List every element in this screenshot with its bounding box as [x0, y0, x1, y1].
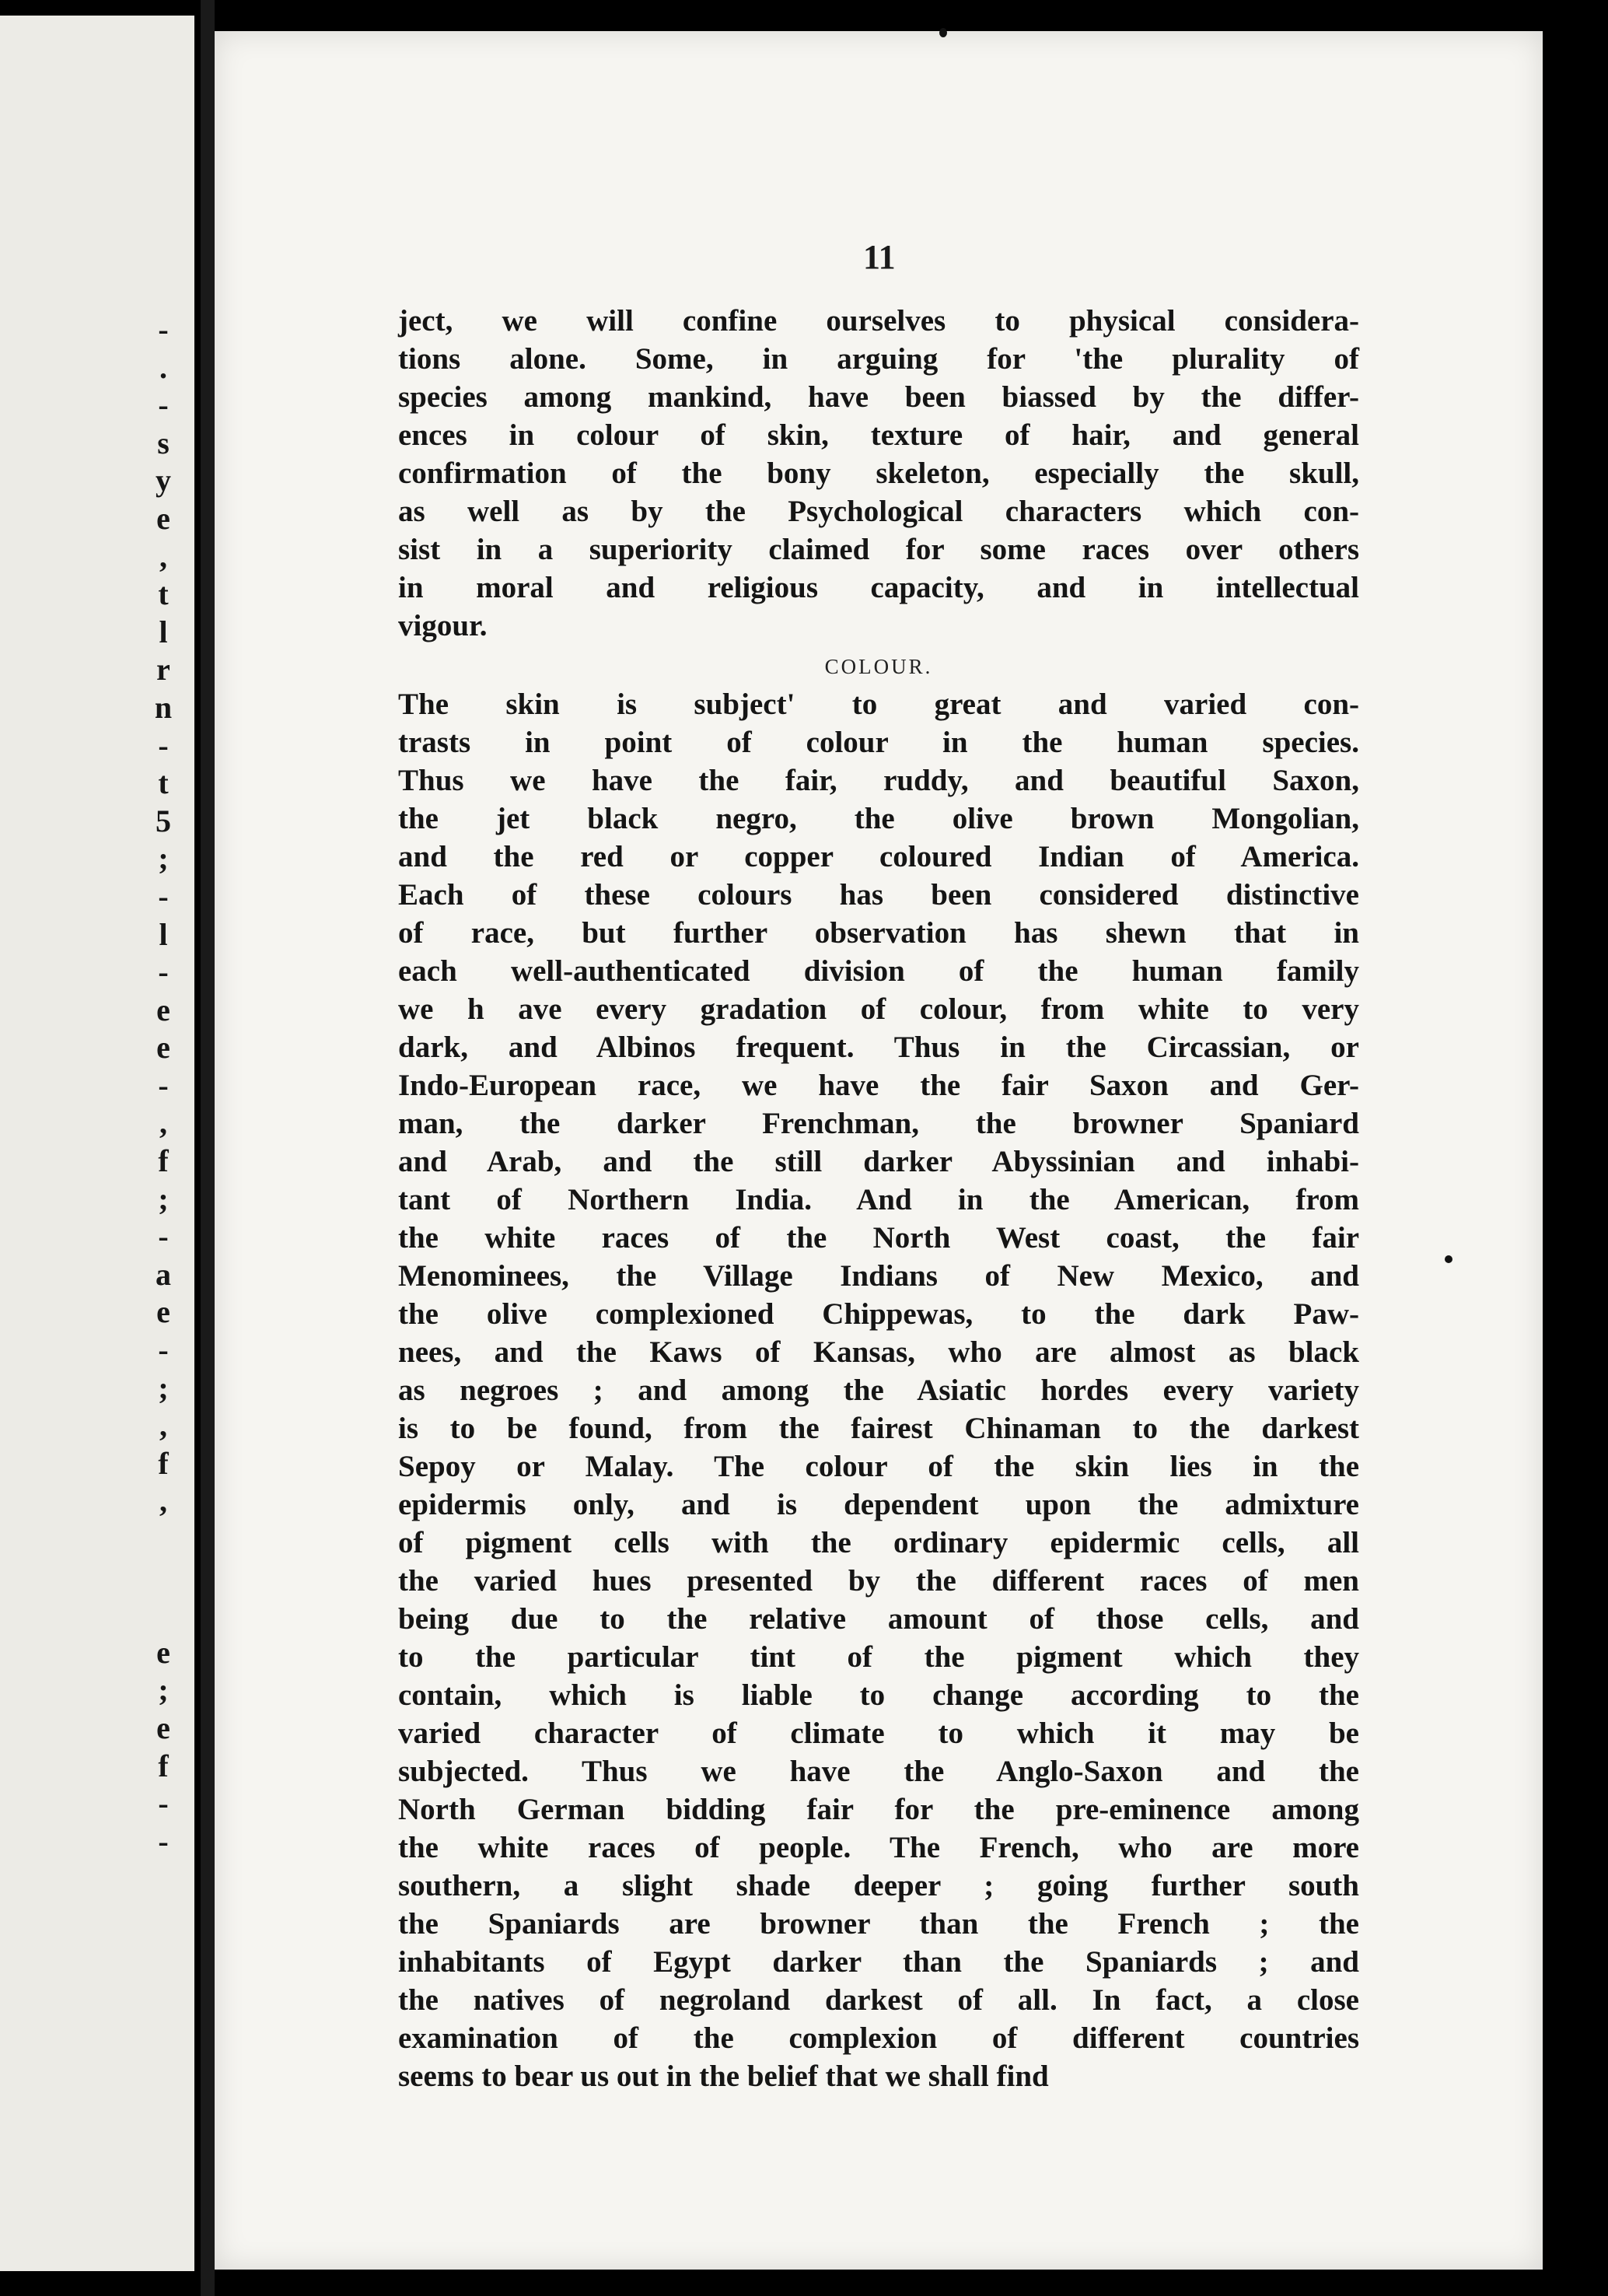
text-line: subjected. Thus we have the Anglo-Saxon and the	[398, 1755, 1359, 1788]
margin-char	[144, 1559, 183, 1597]
text-line: epidermis only, and is dependent upon the admixture	[398, 1488, 1359, 1521]
text-line: man, the darker Frenchman, the browner Spaniard	[398, 1107, 1359, 1140]
text-line: The skin is subject' to great and varied con-	[398, 688, 1359, 721]
margin-char: ,	[159, 1105, 167, 1141]
text-line: species among mankind, have been biassed by the differ-	[398, 380, 1359, 414]
text-line: Thus we have the fair, ruddy, and beautiful Saxon,	[398, 764, 1359, 797]
text-line: and Arab, and the still darker Abyssinian and inhabi-	[398, 1145, 1359, 1178]
text-line: of pigment cells with the ordinary epidermic cells, all	[398, 1526, 1359, 1559]
left-page-margin-characters	[144, 311, 183, 1860]
margin-char: ,	[159, 1483, 167, 1519]
margin-char: ;	[158, 1181, 169, 1216]
margin-char: ;	[158, 1672, 169, 1708]
margin-char: a	[156, 1256, 171, 1292]
body-text	[398, 302, 1359, 2095]
margin-char: -	[158, 878, 169, 914]
margin-char: e	[156, 1634, 170, 1670]
text-line: inhabitants of Egypt darker than the Spaniards ; and	[398, 1945, 1359, 1979]
text-line: we h ave every gradation of colour, from white to very	[398, 992, 1359, 1026]
margin-char: e	[156, 992, 170, 1027]
margin-char: .	[159, 349, 167, 385]
margin-char: -	[158, 1823, 169, 1859]
margin-char: -	[158, 954, 169, 990]
text-line: Each of these colours has been considered distinctive	[398, 878, 1359, 912]
text-line: Menominees, the Village Indians of New Mexico, and	[398, 1259, 1359, 1293]
text-line: each well-authenticated division of the human family	[398, 954, 1359, 988]
text-line: the white races of the North West coast, the fair	[398, 1221, 1359, 1255]
page-gutter	[201, 0, 215, 2296]
text-line: varied character of climate to which it may be	[398, 1717, 1359, 1750]
text-line: being due to the relative amount of those cells, and	[398, 1602, 1359, 1636]
text-line: Indo-European race, we have the fair Saxon and Ger-	[398, 1069, 1359, 1102]
margin-char: -	[158, 1786, 169, 1822]
text-line: the Spaniards are browner than the French ; the	[398, 1907, 1359, 1941]
page-number: 11	[863, 238, 896, 276]
text-line: the varied hues presented by the different races of men	[398, 1564, 1359, 1598]
scan-speck	[1445, 1255, 1452, 1263]
section-heading: COLOUR.	[824, 655, 933, 678]
text-line: the olive complexioned Chippewas, to the dark Paw-	[398, 1297, 1359, 1331]
text-line: ject, we will confine ourselves to physical considera-	[398, 304, 1359, 338]
margin-char: t	[158, 765, 169, 801]
text-line: the jet black negro, the olive brown Mongolian,	[398, 802, 1359, 835]
text-line: tions alone. Some, in arguing for 'the plurality of	[398, 342, 1359, 376]
text-line: southern, a slight shade deeper ; going further south	[398, 1869, 1359, 1902]
paragraph-colour	[398, 685, 1359, 2095]
margin-char: f	[158, 1445, 169, 1481]
text-line: North German bidding fair for the pre-eminence among	[398, 1793, 1359, 1826]
text-line: as negroes ; and among the Asiatic hordes every variety	[398, 1374, 1359, 1407]
text-line: confirmation of the bony skeleton, especially the skull,	[398, 457, 1359, 490]
margin-char: l	[159, 916, 168, 952]
text-line: sist in a superiority claimed for some races over others	[398, 533, 1359, 566]
margin-char: e	[156, 1294, 170, 1330]
margin-char: r	[156, 652, 170, 688]
text-line: to the particular tint of the pigment which they	[398, 1640, 1359, 1674]
margin-char: -	[158, 1219, 169, 1255]
text-line: seems to bear us out in the belief that we shall find	[398, 2060, 1049, 2093]
margin-char: ;	[158, 1370, 169, 1405]
text-line: as well as by the Psychological characters which con-	[398, 495, 1359, 528]
text-line: nees, and the Kaws of Kansas, who are almost as black	[398, 1335, 1359, 1369]
text-line: contain, which is liable to change according to the	[398, 1678, 1359, 1712]
text-line: the natives of negroland darkest of all. In fact, a close	[398, 1983, 1359, 2017]
margin-char: -	[158, 1332, 169, 1368]
text-line: examination of the complexion of different countries	[398, 2021, 1359, 2055]
margin-char	[144, 1596, 183, 1634]
text-line: and the red or copper coloured Indian of America.	[398, 840, 1359, 873]
margin-char: t	[158, 576, 169, 612]
margin-char: y	[156, 463, 171, 499]
text-line: of race, but further observation has shewn that in	[398, 916, 1359, 950]
margin-char: f	[158, 1748, 169, 1783]
margin-char: s	[157, 425, 170, 460]
left-facing-page	[0, 16, 194, 2271]
margin-char: 5	[156, 803, 171, 838]
margin-char: e	[156, 1030, 170, 1066]
text-line: tant of Northern India. And in the American, from	[398, 1183, 1359, 1216]
margin-char	[144, 1521, 183, 1559]
margin-char: n	[154, 689, 173, 725]
text-line: in moral and religious capacity, and in intellectual	[398, 571, 1359, 604]
text-line: vigour.	[398, 609, 488, 642]
paragraph-intro	[398, 302, 1359, 645]
text-line: trasts in point of colour in the human species.	[398, 726, 1359, 759]
margin-char: -	[158, 727, 169, 763]
margin-char: ,	[159, 538, 167, 574]
text-line: is to be found, from the fairest Chinaman to the darkest	[398, 1412, 1359, 1445]
margin-char: -	[158, 387, 169, 423]
text-line: ences in colour of skin, texture of hair, and general	[398, 418, 1359, 452]
margin-char: f	[158, 1143, 169, 1179]
margin-char: e	[156, 1710, 170, 1745]
text-line: the white races of people. The French, who are more	[398, 1831, 1359, 1864]
margin-char: ;	[158, 841, 169, 877]
margin-char: e	[156, 500, 170, 536]
margin-char: l	[159, 614, 168, 649]
margin-char: -	[158, 312, 169, 347]
margin-char: ,	[159, 1408, 167, 1444]
text-line: dark, and Albinos frequent. Thus in the Circassian, or	[398, 1031, 1359, 1064]
text-line: Sepoy or Malay. The colour of the skin lies in the	[398, 1450, 1359, 1483]
scan-speck	[939, 28, 947, 37]
margin-char: -	[158, 1067, 169, 1103]
